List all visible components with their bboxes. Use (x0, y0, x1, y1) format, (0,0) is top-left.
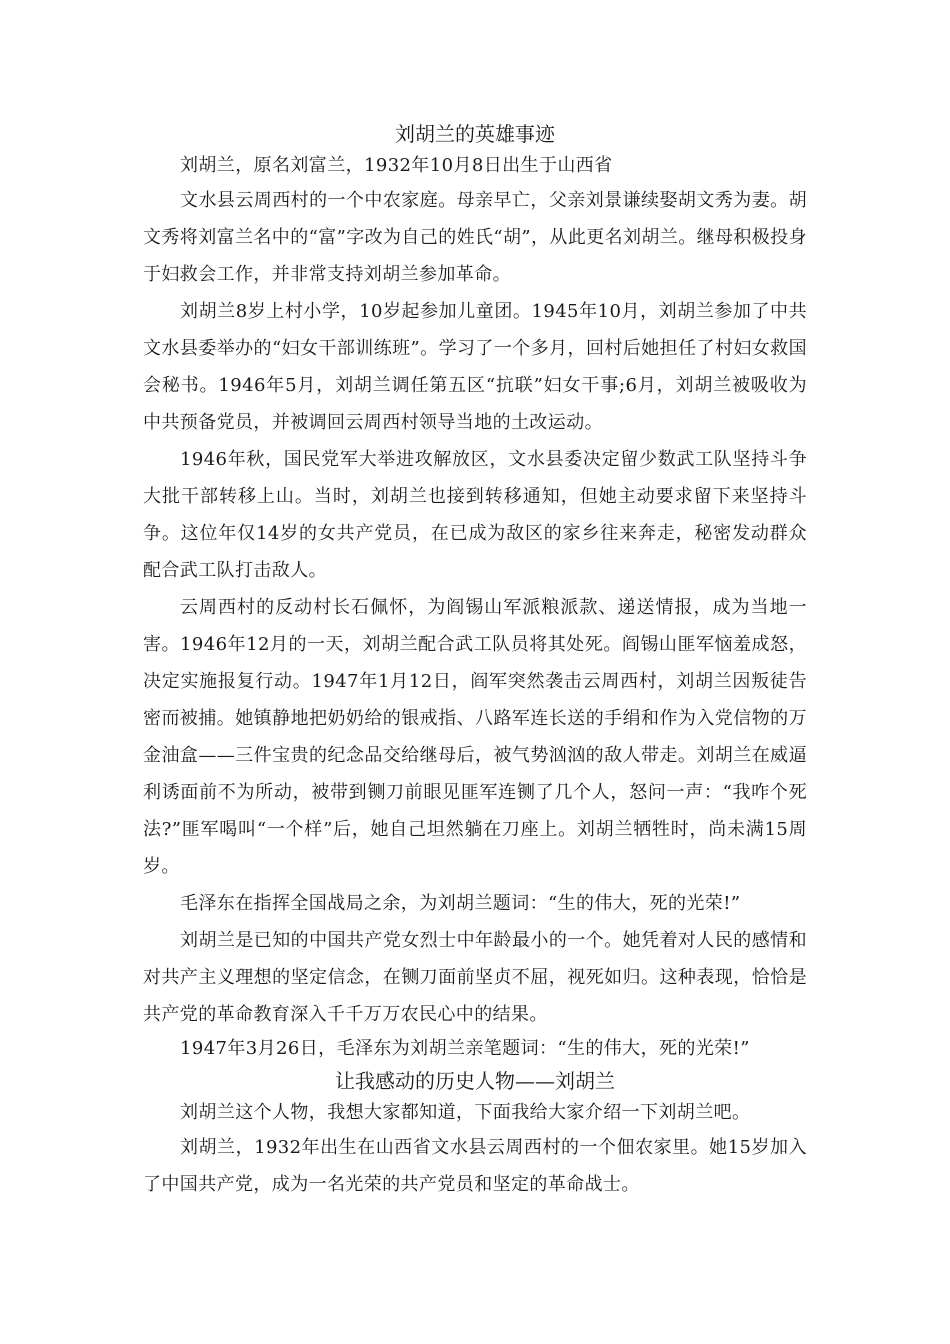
section1-paragraph-2: 刘胡兰8岁上村小学，10岁起参加儿童团。1945年10月，刘胡兰参加了中共文水县委举办的“妇女干部训练班”。学习了一个多月，回村后她担任了村妇女救国会秘书。1946年5月，刘胡兰调任第五区“抗联”妇女干事;6月，刘胡兰被吸收为中共预备党员，并被调回云周西村领导当地的土改运动。 (143, 301, 807, 433)
section1-paragraph-6: 刘胡兰是已知的中国共产党女烈士中年龄最小的一个。她凭着对人民的感情和对共产主义理想的坚定信念，在铡刀面前坚贞不屈，视死如归。这种表现，恰恰是共产党的革命教育深入千千万万农民心中的结果。 (143, 930, 807, 1025)
section2-paragraph-1: 刘胡兰，1932年出生在山西省文水县云周西村的一个佃农家里。她15岁加入了中国共产党，成为一名光荣的共产党员和坚定的革命战士。 (143, 1137, 807, 1195)
section1-paragraph-3: 1946年秋，国民党军大举进攻解放区，文水县委决定留少数武工队坚持斗争大批干部转移上山。当时，刘胡兰也接到转移通知，但她主动要求留下来坚持斗争。这位年仅14岁的女共产党员，在已成为敌区的家乡往来奔走，秘密发动群众配合武工队打击敌人。 (143, 449, 807, 581)
section1-intro-line: 刘胡兰，原名刘富兰，1932年10月8日出生于山西省 (180, 155, 613, 176)
section1-paragraph-5: 毛泽东在指挥全国战局之余，为刘胡兰题词：“生的伟大，死的光荣!” (180, 893, 741, 914)
section2-title: 让我感动的历史人物——刘胡兰 (335, 1069, 615, 1093)
document-body (143, 118, 807, 1203)
section1-paragraph-1: 文水县云周西村的一个中农家庭。母亲早亡，父亲刘景谦续娶胡文秀为妻。胡文秀将刘富兰名中的“富”字改为自己的姓氏“胡”，从此更名刘胡兰。继母积极投身于妇救会工作，并非常支持刘胡兰参加革命。 (143, 190, 808, 285)
section1-paragraph-7: 1947年3月26日，毛泽东为刘胡兰亲笔题词：“生的伟大，死的光荣!” (180, 1038, 750, 1059)
section2-intro-line: 刘胡兰这个人物，我想大家都知道，下面我给大家介绍一下刘胡兰吧。 (180, 1102, 751, 1123)
section1-paragraph-4: 云周西村的反动村长石佩怀，为阎锡山军派粮派款、递送情报，成为当地一害。1946年12月的一天，刘胡兰配合武工队员将其处死。阎锡山匪军恼羞成怒，决定实施报复行动。1947年1月12日，阎军突然袭击云周西村，刘胡兰因叛徒告密而被捕。她镇静地把奶奶给的银戒指、八路军连长送的手绢和作为入党信物的万金油盒——三件宝贵的纪念品交给继母后，被气势汹汹的敌人带走。刘胡兰在威逼利诱面前不为所动，被带到铡刀前眼见匪军连铡了几个人，怒问一声：“我咋个死法?”匪军喝叫“一个样”后，她自己坦然躺在刀座上。刘胡兰牺牲时，尚未满15周岁。 (143, 597, 807, 877)
section1-title: 刘胡兰的英雄事迹 (395, 122, 555, 146)
